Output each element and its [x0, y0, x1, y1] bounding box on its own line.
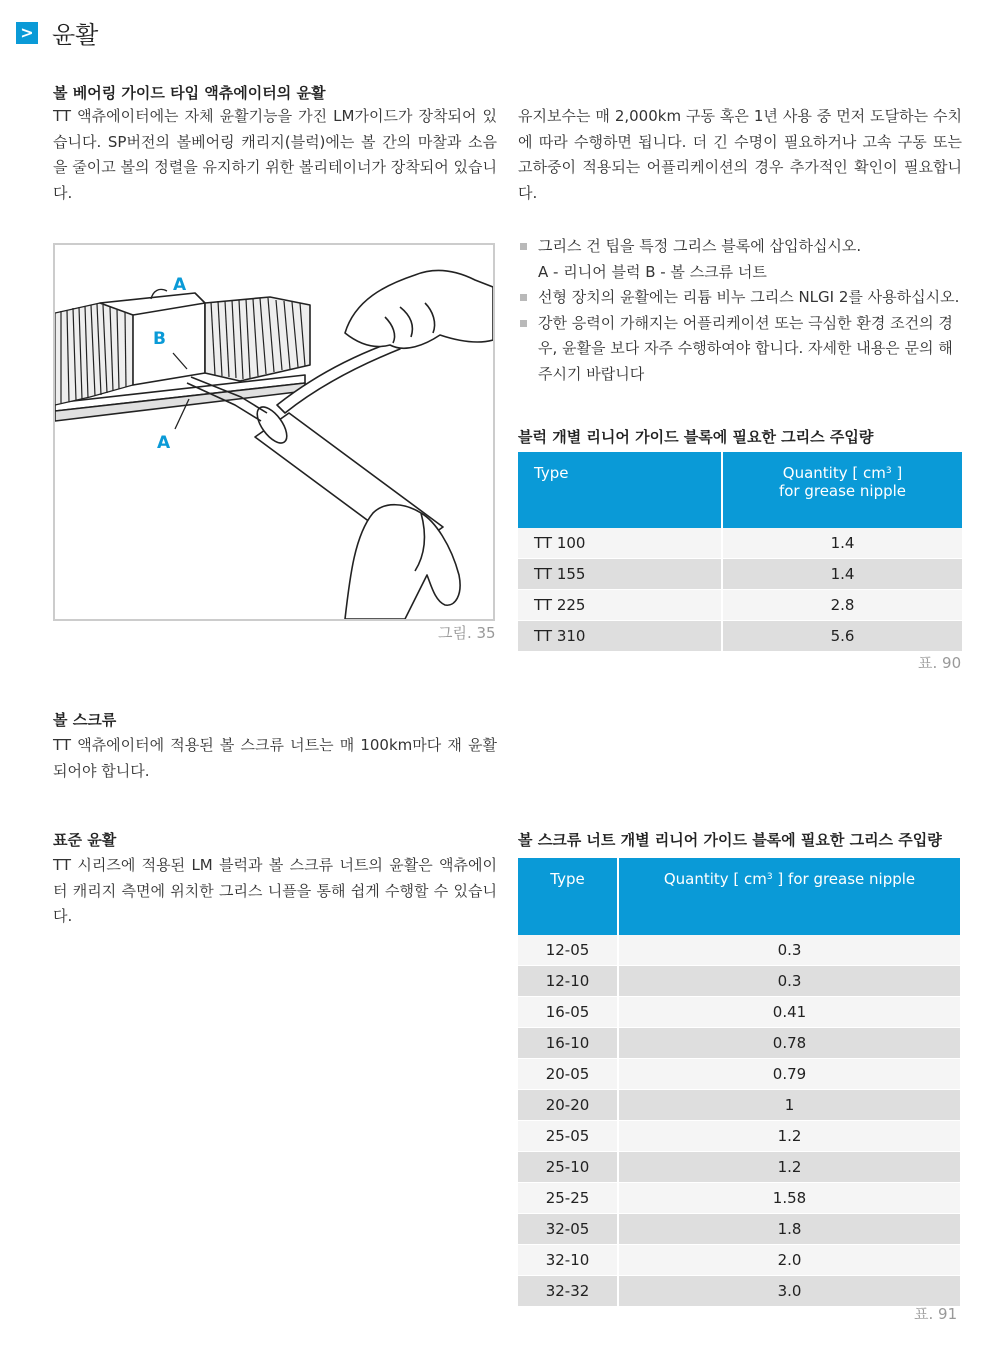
- table2-caption: 표. 91: [914, 1305, 958, 1323]
- ball-screw-heading: 볼 스크류: [53, 711, 117, 729]
- cell-quantity: 2.0: [619, 1245, 960, 1276]
- table-row: [518, 559, 962, 590]
- chevron-right-icon: >: [16, 22, 38, 44]
- header-qty-suffix: ] for grease nipple: [772, 870, 916, 888]
- table-row: [518, 997, 960, 1028]
- table-row: [518, 621, 962, 652]
- cell-type: 12-05: [518, 935, 619, 966]
- cell-type: 32-05: [518, 1214, 619, 1245]
- bullet-text: 강한 응력이 가해지는 어플리케이션 또는 극심한 환경 조건의 경우, 윤활을 보다 자주 수행하여야 합니다. 자세한 내용은 문의 해주시기 바랍니다: [538, 313, 953, 383]
- header-qty-text: Quantity [ cm: [663, 870, 767, 888]
- list-item: [519, 234, 967, 285]
- table-header-quantity: [619, 858, 960, 935]
- lubrication-figure: [53, 243, 495, 621]
- cell-type: 16-05: [518, 997, 619, 1028]
- figure-caption: 그림. 35: [438, 624, 496, 642]
- cell-quantity: 0.41: [619, 997, 960, 1028]
- figure-label-a-bottom: A: [157, 433, 171, 453]
- cell-type: 12-10: [518, 966, 619, 997]
- cell-quantity: 0.78: [619, 1028, 960, 1059]
- cell-quantity: 5.6: [723, 621, 962, 652]
- ball-screw-grease-table: [518, 858, 960, 1307]
- figure-label-b: B: [153, 329, 166, 349]
- table-header-row: [518, 452, 962, 528]
- table-row: [518, 1152, 960, 1183]
- table-row: [518, 1214, 960, 1245]
- cell-quantity: 1.58: [619, 1183, 960, 1214]
- table-header-quantity: [723, 452, 962, 528]
- bullet-subtext: A - 리니어 블럭 B - 볼 스크류 너트: [538, 262, 767, 281]
- cell-type: 32-32: [518, 1276, 619, 1307]
- table-row: [518, 1059, 960, 1090]
- page-title: 윤활: [52, 21, 99, 49]
- header-qty-bracket: ]: [891, 464, 903, 482]
- cell-type: 25-25: [518, 1183, 619, 1214]
- table-row: [518, 1245, 960, 1276]
- table-row: [518, 966, 960, 997]
- list-item: [519, 285, 967, 311]
- cell-type: 20-20: [518, 1090, 619, 1121]
- standard-lubrication-heading: 표준 윤활: [53, 831, 117, 849]
- cell-type: TT 310: [518, 621, 723, 652]
- table-row: [518, 528, 962, 559]
- cell-quantity: 0.3: [619, 935, 960, 966]
- cell-quantity: 1.2: [619, 1152, 960, 1183]
- ball-guide-paragraph-left: TT 액츄에이터에는 자체 윤활기능을 가진 LM가이드가 장착되어 있습니다. SP버전의 볼베어링 캐리지(블럭)에는 볼 간의 마찰과 소음을 줄이고 볼의 정렬을 유지하기 위한 볼리테이너가 장착되어 있습니다.: [53, 107, 497, 202]
- cell-quantity: 0.79: [619, 1059, 960, 1090]
- bullet-text: 선형 장치의 윤활에는 리튬 비누 그리스 NLGI 2를 사용하십시오.: [538, 288, 960, 306]
- table-header-type: Type: [518, 452, 723, 528]
- ball-guide-paragraph-right: 유지보수는 매 2,000km 구동 혹은 1년 사용 중 먼저 도달하는 수치에 따라 수행하면 됩니다. 더 긴 수명이 필요하거나 고속 구동 또는 고하중이 적용되는 어플리케이션의 경우 추가적인 확인이 필요합니다.: [518, 107, 962, 202]
- cell-quantity: 1.4: [723, 559, 962, 590]
- table-row: [518, 1028, 960, 1059]
- table-row: [518, 1121, 960, 1152]
- cell-type: 16-10: [518, 1028, 619, 1059]
- header-qty-superscript: 3: [885, 466, 892, 476]
- cell-quantity: 3.0: [619, 1276, 960, 1307]
- lubrication-instructions-list: [519, 234, 967, 387]
- cell-type: 20-05: [518, 1059, 619, 1090]
- cell-type: 25-10: [518, 1152, 619, 1183]
- figure-label-a-top: A: [173, 275, 187, 295]
- cell-type: TT 100: [518, 528, 723, 559]
- guide-grease-table: [518, 452, 962, 652]
- cell-type: 25-05: [518, 1121, 619, 1152]
- table-row: [518, 1183, 960, 1214]
- table-row: [518, 590, 962, 621]
- grease-gun-illustration: [55, 245, 493, 619]
- table1-title: 블럭 개별 리니어 가이드 블록에 필요한 그리스 주입량: [518, 428, 874, 446]
- cell-quantity: 1: [619, 1090, 960, 1121]
- ball-guide-heading: 볼 베어링 가이드 타입 액츄에이터의 윤활: [53, 84, 326, 102]
- cell-type: 32-10: [518, 1245, 619, 1276]
- cell-quantity: 2.8: [723, 590, 962, 621]
- header-qty-superscript: 3: [766, 872, 773, 882]
- table-row: [518, 935, 960, 966]
- cell-quantity: 0.3: [619, 966, 960, 997]
- table2-title: 볼 스크류 너트 개별 리니어 가이드 블록에 필요한 그리스 주입량: [518, 831, 942, 849]
- ball-screw-paragraph: TT 액츄에이터에 적용된 볼 스크류 너트는 매 100km마다 재 윤활되어야 합니다.: [53, 736, 497, 780]
- table-header-type: Type: [518, 858, 619, 935]
- standard-lubrication-paragraph: TT 시리즈에 적용된 LM 블럭과 볼 스크류 너트의 윤활은 액츄에이터 캐리지 측면에 위치한 그리스 니플을 통해 쉽게 수행할 수 있습니다.: [53, 856, 497, 925]
- table-row: [518, 1276, 960, 1307]
- cell-quantity: 1.4: [723, 528, 962, 559]
- cell-quantity: 1.2: [619, 1121, 960, 1152]
- table1-caption: 표. 90: [918, 654, 962, 672]
- table-header-row: [518, 858, 960, 935]
- cell-quantity: 1.8: [619, 1214, 960, 1245]
- cell-type: TT 155: [518, 559, 723, 590]
- bullet-text: 그리스 건 팁을 특정 그리스 블록에 삽입하십시오.: [538, 237, 862, 255]
- cell-type: TT 225: [518, 590, 723, 621]
- list-item: [519, 311, 967, 388]
- table-row: [518, 1090, 960, 1121]
- header-qty-text: Quantity [ cm: [782, 464, 886, 482]
- header-qty-line2: for grease nipple: [778, 482, 907, 500]
